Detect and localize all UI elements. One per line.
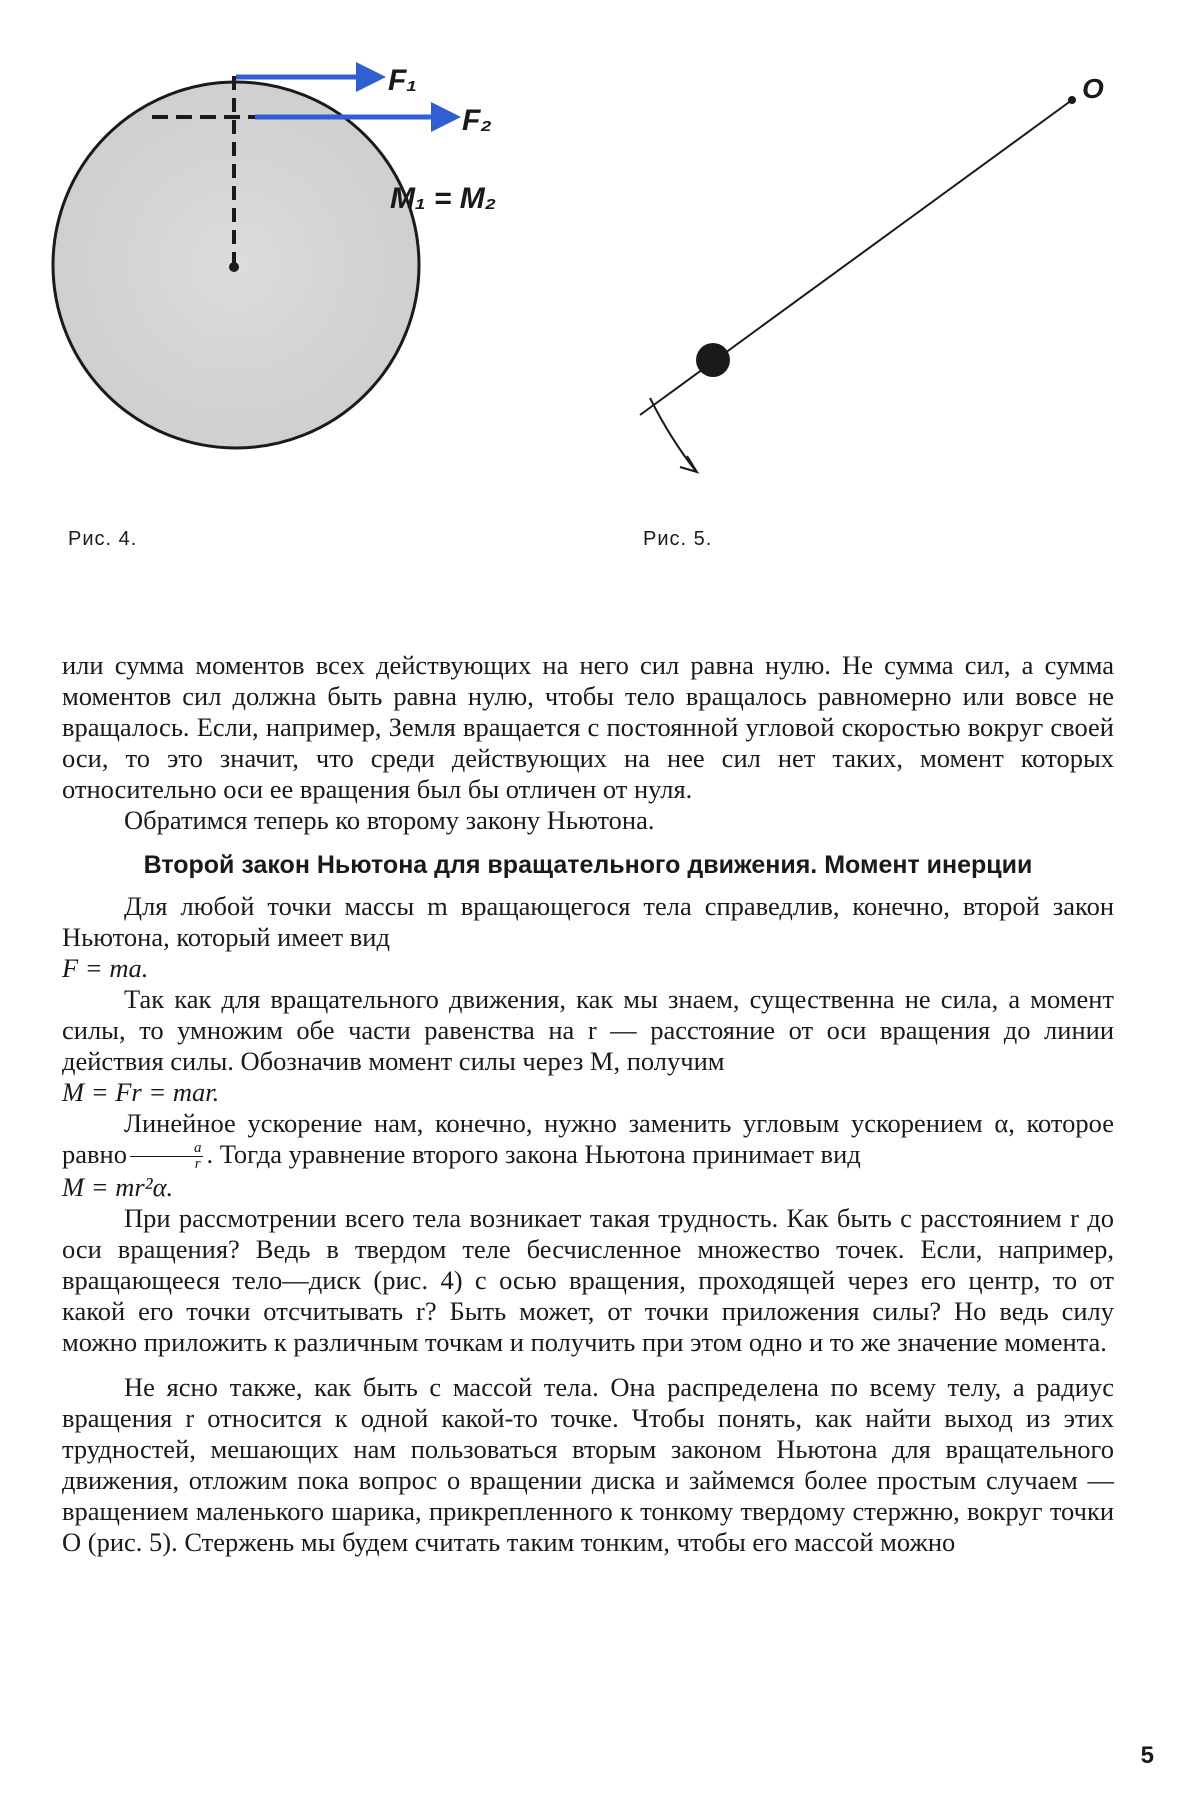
fraction-numerator: a (130, 1141, 204, 1157)
figure-5 (630, 60, 1150, 500)
pivot-point (1068, 96, 1076, 104)
disk-center (229, 262, 239, 272)
label-f2: F₂ (462, 104, 492, 137)
fraction-a-over-r (130, 1141, 204, 1172)
body-text (62, 650, 1114, 1558)
paragraph-2: Обратимся теперь ко второму закону Ньютона. (124, 805, 655, 835)
formula-rotational: M = mr²α. (62, 1172, 174, 1203)
paragraph-7: Не ясно также, как быть с массой тела. Она распределена по всему телу, а радиус вращения r относится к одной какой-то точке. Чтобы понять, как найти выход из этих трудностей, мешающих нам пользоваться вторым законом Ньютона для вращательного движения, отложим пока вопрос о вращении диска и займемся более простым случаем — вращением маленького шарика, прикрепленного к тонкому твердому стержню, вокруг точки O (рис. 5). Стержень мы будем считать таким тонким, чтобы его массой можно (62, 1372, 1114, 1558)
formula-newton: F = ma. (62, 953, 149, 983)
paragraph-5-start: Линейное ускорение нам, конечно, нужно заменить угловым ускорением α, которое равно (62, 1108, 1114, 1169)
caption-fig-4: Рис. 4. (68, 528, 138, 550)
ball (696, 343, 730, 377)
paragraph-3: Для любой точки массы m вращающегося тела справедлив, конечно, второй закон Ньютона, который имеет вид (62, 891, 1114, 952)
paragraph-5-end: . Тогда уравнение второго закона Ньютона принимает вид (206, 1139, 861, 1169)
formula-moment: M = Fr = mar. (62, 1077, 220, 1107)
page-number: 5 (1140, 1742, 1154, 1769)
caption-fig-5: Рис. 5. (643, 528, 713, 550)
label-o: O (1082, 73, 1104, 104)
paragraph-4: Так как для вращательного движения, как мы знаем, существенна не сила, а момент силы, то умножим обе части равенства на r — расстояние от оси вращения до линии действия силы. Обозначив момент силы через M, получим (62, 984, 1114, 1076)
fraction-denominator: r (194, 1156, 201, 1173)
paragraph-5 (62, 1108, 1114, 1172)
label-moment-equality: M₁ = M₂ (390, 182, 497, 215)
rotation-arrow-head (680, 456, 697, 472)
label-f1: F₁ (388, 64, 417, 97)
figure-4 (40, 40, 600, 500)
section-heading: Второй закон Ньютона для вращательного движения. Момент инерции (143, 851, 1033, 879)
paragraph-1: или сумма моментов всех действующих на него сил равна нулю. Не сумма сил, а сумма моментов сил должна быть равна нулю, чтобы тело вращалось равномерно или вовсе не вращалось. Если, например, Земля вращается с постоянной угловой скоростью вокруг своей оси, то это значит, что среди действующих на нее сил нет таких, момент которых относительно оси ее вращения был бы отличен от нуля. (62, 650, 1114, 804)
paragraph-6: При рассмотрении всего тела возникает такая трудность. Как быть с расстоянием r до оси вращения? Ведь в твердом теле бесчисленное множество точек. Если, например, вращающееся тело—диск (рис. 4) с осью вращения, проходящей через его центр, то от какой его точки отсчитывать r? Быть может, от точки приложения силы? Но ведь силу можно приложить к различным точкам и получить при этом одно и то же значение момента. (62, 1203, 1114, 1358)
